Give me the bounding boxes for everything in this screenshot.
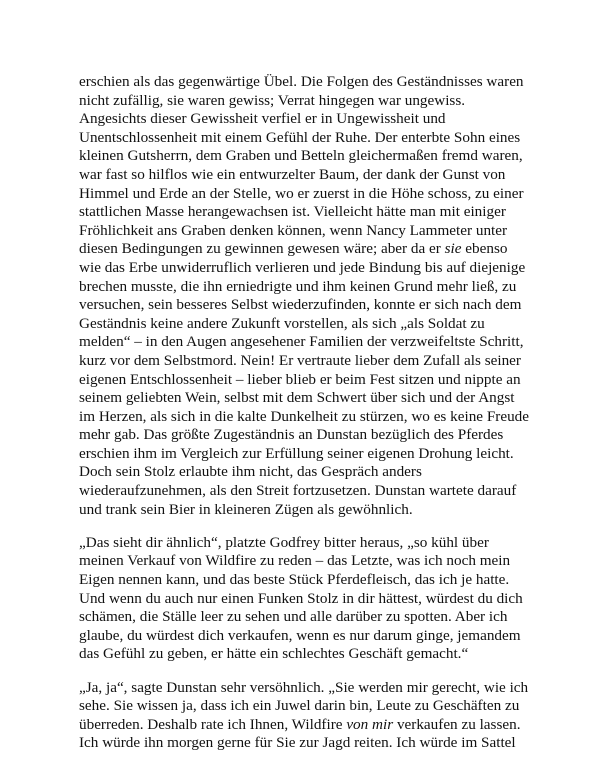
paragraph-3-text-a: „Ja, ja“, sagte Dunstan sehr versöhnlich. „Sie werden mir gerecht, wie ich sehe. Sie wissen ja, dass ich ein Juwel darin bin, Leute zu Geschäften zu überreden. Deshalb rate ich Ihnen, Wildfire [79,678,529,733]
paragraph-3-emphasis: von mir [346,715,394,733]
paragraph-3-text-b: verkaufen zu lassen. Ich würde ihn morgen gerne für Sie zur Jagd reiten. Ich würde im Sattel [79,715,521,752]
paragraph-1-text-a: erschien als das gegenwärtige Übel. Die Folgen des Geständnisses waren nicht zufällig, sie waren gewiss; Verrat hingegen war ungewiss. Angesichts dieser Gewissheit verfiel er in Ungewissheit und Unentschlossenheit mit einem Gefühl der Ruhe. Der enterbte Sohn eines kleinen Gutsherrn, dem Graben und Betteln gleichermaßen fremd waren, war fast so hilflos wie ein entwurzelter Baum, der dank der Gunst von Himmel und Erde an der Stelle, wo er zuerst in die Höhe schoss, zu einer stattlichen Masse herangewachsen ist. Vielleicht hätte man mit einiger Fröhlichkeit ans Graben denken können, wenn Nancy Lammeter unter diesen Bedingungen zu gewinnen gewesen wäre; aber da er [79,73,524,258]
paragraph-1-text-b: ebenso wie das Erbe unwiderruflich verlieren und jede Bindung bis auf diejenige brechen musste, die ihn erniedrigte und ihm keinen Grund mehr ließ, zu versuchen, sein besseres Selbst wiederzufinden, konnte er sich nach dem Geständnis keine andere Zukunft vorstellen, als sich „als Soldat zu melden“ – in den Augen angesehener Familien der verzweifeltste Schritt, kurz vor dem Selbstmord. Nein! Er vertraute lieber dem Zufall als seiner eigenen Entschlossenheit – lieber blieb er beim Fest sitzen und nippte an seinem geliebten Wein, selbst mit dem Schwert über sich und der Angst im Herzen, als sich in die kalte Dunkelheit zu stürzen, wo es keine Freude mehr gab. Das größte Zugeständnis an Dunstan bezüglich des Pferdes erschien ihm im Vergleich zur Erfüllung seiner eigenen Drohung leicht. Doch sein Stolz erlaubte ihm nicht, das Gespräch anders wiederaufzunehmen, als den Streit fortzusetzen. Dunstan wartete darauf und trank sein Bier in kleineren Zügen als gewöhnlich. [79,240,529,518]
paragraph-2 [79,534,529,664]
paragraph-1-emphasis: sie [444,240,462,258]
paragraph-1 [79,73,529,519]
paragraph-2-text: „Das sieht dir ähnlich“, platzte Godfrey bitter heraus, „so kühl über meinen Verkauf von Wildfire zu reden – das Letzte, was ich noch mein Eigen nennen kann, und das beste Stück Pferdefleisch, das ich je hatte. Und wenn du auch nur einen Funken Stolz in dir hättest, würdest du dich schämen, die Ställe leer zu sehen und alle darüber zu spotten. Aber ich glaube, du würdest dich verkaufen, wenn es nur darum ginge, jemandem das Gefühl zu geben, er hätte ein schlechtes Geschäft gemacht.“ [79,533,523,663]
paragraph-3 [79,679,529,753]
document-page [79,73,529,768]
